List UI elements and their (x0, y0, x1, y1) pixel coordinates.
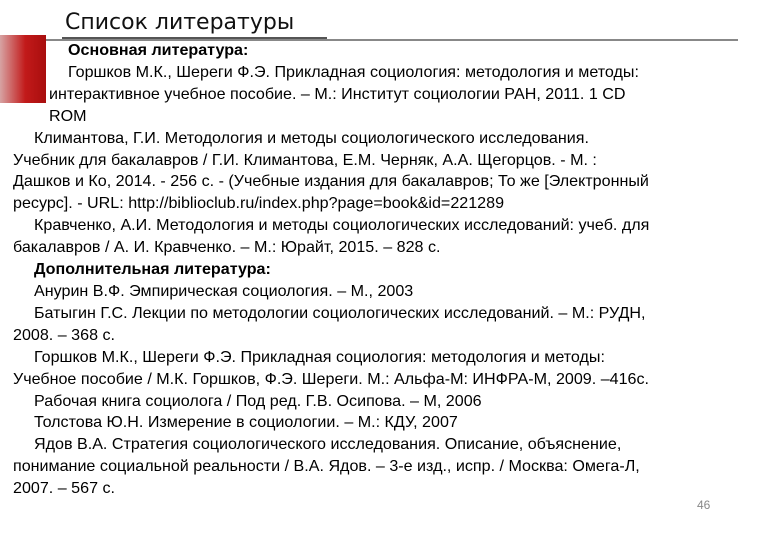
additional-literature-heading: Дополнительная литература: (34, 260, 271, 279)
slide-title: Список литературы (65, 10, 295, 35)
page-number: 46 (697, 498, 711, 512)
reference-line: Толстова Ю.Н. Измерение в социологии. – М.: КДУ, 2007 (34, 413, 458, 432)
reference-line: Дашков и Ко, 2014. - 256 с. - (Учебные издания для бакалавров; То же [Электронный (13, 172, 649, 191)
reference-line: 2007. – 567 с. (13, 479, 116, 498)
reference-line: Горшков М.К., Шереги Ф.Э. Прикладная социология: методология и методы: (34, 347, 605, 366)
reference-line: Кравченко, А.И. Методология и методы социологических исследований: учеб. для (34, 216, 650, 235)
reference-line: ресурс]. - URL: http://biblioclub.ru/index.php?page=book&id=221289 (13, 194, 505, 213)
bibliography (13, 40, 775, 500)
reference-line: Анурин В.Ф. Эмпирическая социология. – М., 2003 (34, 281, 414, 300)
reference-line: Рабочая книга социолога / Под ред. Г.В. Осипова. – М, 2006 (34, 391, 482, 410)
reference-line: Климантова, Г.И. Методология и методы социологического исследования. (34, 128, 589, 147)
reference-line: ROM (49, 106, 87, 125)
title-underline (62, 37, 327, 39)
reference-line: Ядов В.А. Стратегия социологического исследования. Описание, объяснение, (34, 435, 622, 454)
reference-line: бакалавров / А. И. Кравченко. – М.: Юрайт, 2015. – 828 с. (13, 238, 441, 257)
main-literature-heading: Основная литература: (68, 41, 249, 59)
reference-line: Учебник для бакалавров / Г.И. Климантова, Е.М. Черняк, А.А. Щегорцов. - М. : (13, 150, 597, 169)
reference-line: Учебное пособие / М.К. Горшков, Ф.Э. Шереги. М.: Альфа-М: ИНФРА-М, 2009. –416с. (13, 369, 650, 388)
reference-line: 2008. – 368 с. (13, 325, 116, 344)
reference-line: понимание социальной реальности / В.А. Ядов. – 3-е изд., испр. / Москва: Омега-Л, (13, 457, 640, 476)
reference-line: Батыгин Г.С. Лекции по методологии социологических исследований. – М.: РУДН, (34, 303, 646, 322)
reference-line: интерактивное учебное пособие. – М.: Институт социологии РАН, 2011. 1 CD (49, 84, 626, 103)
reference-line: Горшков М.К., Шереги Ф.Э. Прикладная социология: методология и методы: (68, 62, 639, 81)
